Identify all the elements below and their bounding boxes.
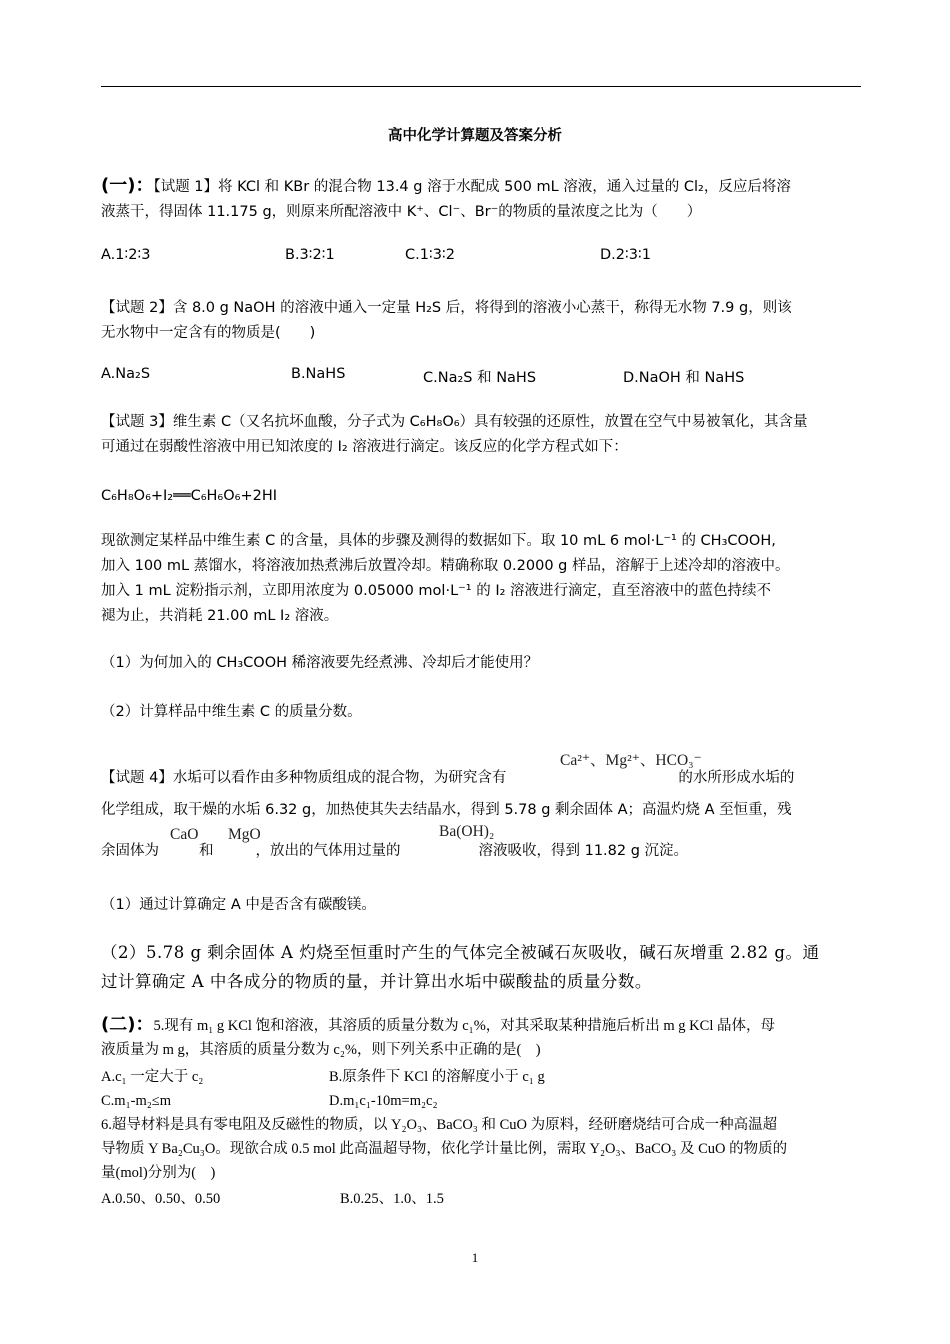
- question-1-line-1: (一)：【试题 1】将 KCl 和 KBr 的混合物 13.4 g 溶于水配成 500 mL 溶液，通入过量的 Cl₂，反应后将溶: [101, 175, 791, 196]
- formula-cao: CaO: [170, 826, 199, 843]
- header-rule: [101, 86, 861, 87]
- question-4-line-1: 【试题 4】水垢可以看作由多种物质组成的混合物，为研究含有 的水所形成水垢的: [101, 770, 795, 786]
- question-3-line-2: 可通过在弱酸性溶液中用已知浓度的 I₂ 溶液进行滴定。该反应的化学方程式如下：: [101, 439, 628, 455]
- q5-option-c: C.m₁-m₂≤m: [101, 1093, 172, 1109]
- question-1-line-2: 液蒸干，得固体 11.175 g，则原来所配溶液中 K⁺、Cl⁻、Br⁻的物质的量浓度之比为（ ）: [101, 204, 702, 220]
- question-5-line-1: (二)：5.现有 m₁ g KCl 饱和溶液，其溶质的质量分数为 c₁%，对其采取某种措施后析出 m g KCl 晶体，母: [101, 1014, 775, 1035]
- section-1-label: (一)：: [101, 175, 154, 196]
- q2-option-d: D.NaOH 和 NaHS: [623, 370, 745, 386]
- q2-option-b: B.NaHS: [291, 366, 346, 382]
- q1-option-d: D.2∶3∶1: [600, 247, 651, 263]
- q6-option-b: B.0.25、1.0、1.5: [340, 1191, 444, 1207]
- q1-option-c: C.1∶3∶2: [405, 247, 455, 263]
- q5-option-a: A.c₁ 一定大于 c₂: [101, 1069, 204, 1085]
- question-4-line-3: 余固体为 和 ，放出的气体用过量的 溶液吸收，得到 11.82 g 沉淀。: [101, 843, 689, 859]
- formula-baoh2: Ba(OH)₂: [439, 823, 495, 840]
- question-6: 6.超导材料是具有零电阻及反磁性的物质，以 Y₂O₃、BaCO₃ 和 CuO 为原料，经研磨烧结可合成一种高温超 导物质 Y Ba₂Cu₃O。现欲合成 0.5 mol 此高温超导物，依化学计量比例，需取 Y₂O₃、BaCO₃ 及 CuO 的物质的 量(mol)分别为( ): [101, 1117, 788, 1181]
- question-5: [101, 1013, 863, 1062]
- section-2-label: (二)：: [101, 1014, 154, 1035]
- q5-option-d: D.m₁c₁-10m=m₂c₂: [329, 1093, 438, 1109]
- question-3: [101, 410, 863, 460]
- question-2: [101, 296, 863, 346]
- q3-procedure: 现欲测定某样品中维生素 C 的含量，具体的步骤及测得的数据如下。取 10 mL 6 mol·L⁻¹ 的 CH₃COOH, 加入 100 mL 蒸馏水，将溶液加热煮沸后放置冷却。精确称取 0.2000 g 样品，溶解于上述冷却的溶液中。 加入 1 mL 淀粉指示剂，立即用浓度为 0.05000 mol·L⁻¹ 的 I₂ 溶液进行滴定，直至溶液中的蓝色持续不 褪为止，共消耗 21.00 mL I₂ 溶液。: [101, 533, 790, 624]
- q3-equation: C₆H₈O₆+I₂══C₆H₆O₆+2HI: [101, 488, 278, 504]
- q4-sub-1: （1）通过计算确定 A 中是否含有碳酸镁。: [101, 897, 376, 913]
- q6-option-a: A.0.50、0.50、0.50: [101, 1191, 221, 1207]
- formula-mgo: MgO: [228, 826, 261, 843]
- question-2-line-2: 无水物中一定含有的物质是( ): [101, 325, 316, 341]
- q1-option-b: B.3∶2∶1: [285, 247, 335, 263]
- question-2-line-1: 【试题 2】含 8.0 g NaOH 的溶液中通入一定量 H₂S 后，将得到的溶液小心蒸干，称得无水物 7.9 g，则该: [101, 300, 792, 316]
- q2-option-a: A.Na₂S: [101, 366, 151, 382]
- question-1: [101, 173, 863, 225]
- q5-option-b: B.原条件下 KCl 的溶解度小于 c₁ g: [329, 1069, 545, 1085]
- question-3-line-1: 【试题 3】维生素 C（又名抗坏血酸，分子式为 C₆H₈O₆）具有较强的还原性，放置在空气中易被氧化，其含量: [101, 414, 808, 430]
- q3-sub-1: （1）为何加入的 CH₃COOH 稀溶液要先经煮沸、冷却后才能使用？: [101, 655, 539, 671]
- page-number: 1: [471, 1250, 479, 1265]
- question-5-line-2: 液质量为 m g，其溶质的质量分数为 c₂%，则下列关系中正确的是( ): [101, 1042, 541, 1058]
- page-title: 高中化学计算题及答案分析: [388, 128, 562, 144]
- q2-option-c: C.Na₂S 和 NaHS: [423, 370, 537, 386]
- formula-ions: Ca²⁺、Mg²⁺、HCO₃⁻: [560, 752, 702, 769]
- q3-sub-2: （2）计算样品中维生素 C 的质量分数。: [101, 704, 362, 720]
- q4-sub-2: （2）5.78 g 剩余固体 A 灼烧至恒重时产生的气体完全被碱石灰吸收，碱石灰增重 2.82 g。通 过计算确定 A 中各成分的物质的量，并计算出水垢中碳酸盐的质量分数。: [101, 943, 820, 991]
- q1-option-a: A.1∶2∶3: [101, 247, 151, 263]
- question-4-line-2: 化学组成，取干燥的水垢 6.32 g，加热使其失去结晶水，得到 5.78 g 剩余固体 A；高温灼烧 A 至恒重，残: [101, 802, 792, 818]
